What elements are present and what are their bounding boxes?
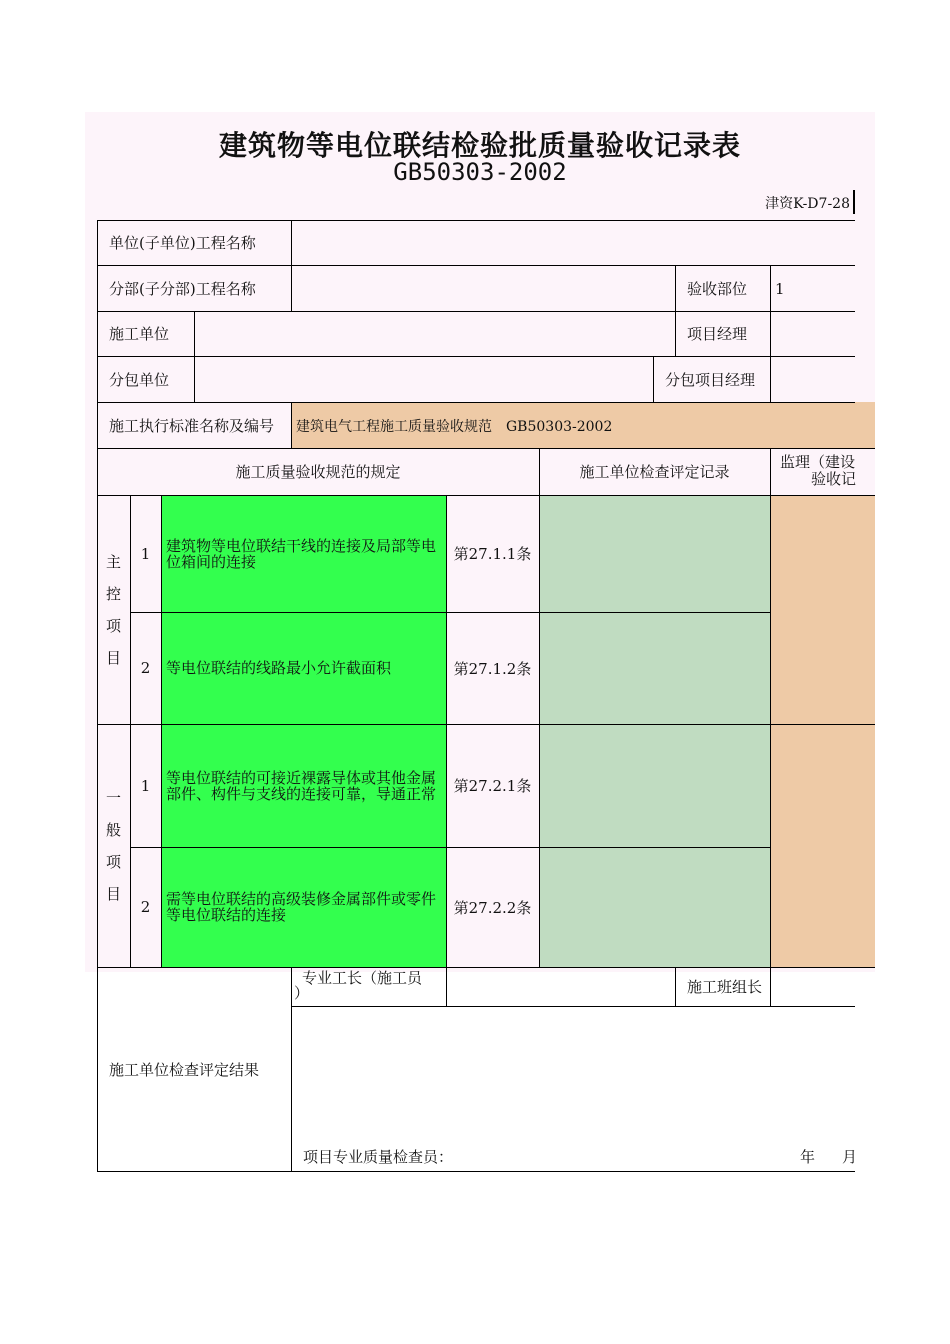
main-item-2-no: 2 [140, 659, 151, 677]
supervision-column-header [771, 454, 875, 488]
general-items-group-label [97, 724, 130, 967]
construction-unit-label: 施工单位 [109, 325, 170, 343]
main-group-char: 项 [105, 616, 121, 635]
construction-unit-input[interactable] [195, 312, 675, 356]
general-record-1[interactable] [539, 724, 770, 847]
sub-project-label: 分部(子分部)工程名称 [109, 279, 256, 298]
team-leader-input[interactable] [771, 968, 855, 1006]
supervision-header-line2: 验收记 [811, 470, 857, 488]
form-title: 建筑物等电位联结检验批质量验收记录表 [218, 129, 741, 162]
main-items-group-label [97, 495, 130, 724]
main-record-1[interactable] [539, 495, 770, 612]
main-item-2-text: 等电位联结的线路最小允许截面积 [166, 659, 392, 677]
unit-project-label: 单位(子单位)工程名称 [109, 234, 256, 252]
main-group-char: 控 [105, 584, 121, 603]
general-group-char: 一 [105, 788, 121, 807]
main-record-2[interactable] [539, 612, 770, 724]
main-item-2-clause: 第27.1.2条 [453, 659, 532, 678]
year-label: 年 [800, 1147, 816, 1166]
main-item-1-no: 1 [140, 544, 151, 563]
standard-code: GB50303-2002 [393, 158, 567, 186]
spec-column-header: 施工质量验收规范的规定 [235, 463, 401, 481]
main-group-char: 目 [105, 648, 121, 667]
foreman-input[interactable] [447, 968, 675, 1006]
main-group-char: 主 [105, 552, 121, 571]
month-label: 月 [842, 1147, 858, 1166]
team-leader-label: 施工班组长 [687, 978, 763, 996]
general-item-1-clause: 第27.2.1条 [453, 777, 532, 795]
general-supervision-fill[interactable] [770, 724, 875, 967]
general-group-char: 般 [105, 820, 121, 839]
standard-value[interactable]: 建筑电气工程施工质量验收规范 GB50303-2002 [296, 418, 613, 435]
grid-line [770, 448, 771, 967]
supervision-header-line1: 监理（建设 [780, 453, 856, 471]
general-item-2-text: 需等电位联结的高级装修金属部件或零件等电位联结的连接 [166, 890, 437, 924]
main-item-1-clause: 第27.1.1条 [453, 545, 532, 563]
standard-label: 施工执行标准名称及编号 [109, 416, 275, 435]
unit-project-input[interactable] [292, 221, 855, 265]
text-cursor [853, 190, 855, 214]
general-group-char: 项 [105, 852, 121, 871]
document-number: 津资K-D7-28 [765, 196, 850, 212]
project-manager-input[interactable] [771, 312, 855, 356]
acceptance-part-label: 验收部位 [687, 279, 748, 298]
general-item-2-clause: 第27.2.2条 [453, 898, 532, 917]
result-label: 施工单位检查评定结果 [109, 1060, 260, 1079]
general-item-2-no: 2 [140, 898, 151, 916]
main-supervision-fill[interactable] [770, 495, 875, 724]
general-group-char: 目 [105, 884, 121, 903]
inspector-label: 项目专业质量检查员： [303, 1147, 454, 1166]
subcontractor-input[interactable] [195, 357, 653, 402]
general-record-2[interactable] [539, 847, 770, 967]
result-content-area[interactable] [292, 1007, 855, 1137]
foreman-label-line2: ） [294, 984, 310, 1002]
foreman-label-line1: 专业工长（施工员 [302, 969, 423, 987]
general-item-1-text: 等电位联结的可接近裸露导体或其他金属部件、构件与支线的连接可靠，导通正常 [166, 768, 437, 803]
main-item-1-text: 建筑物等电位联结干线的连接及局部等电位箱间的连接 [166, 536, 437, 571]
record-column-header: 施工单位检查评定记录 [579, 463, 730, 481]
sub-project-manager-input[interactable] [771, 357, 855, 402]
general-item-1-no: 1 [140, 776, 151, 795]
grid-line [97, 1171, 855, 1172]
sub-project-manager-label: 分包项目经理 [665, 370, 756, 389]
grid-line [539, 448, 540, 967]
acceptance-part-value[interactable]: 1 [775, 279, 785, 298]
sub-project-input[interactable] [292, 266, 675, 311]
project-manager-label: 项目经理 [687, 325, 748, 343]
subcontractor-label: 分包单位 [109, 370, 170, 389]
foreman-label [294, 971, 444, 1001]
